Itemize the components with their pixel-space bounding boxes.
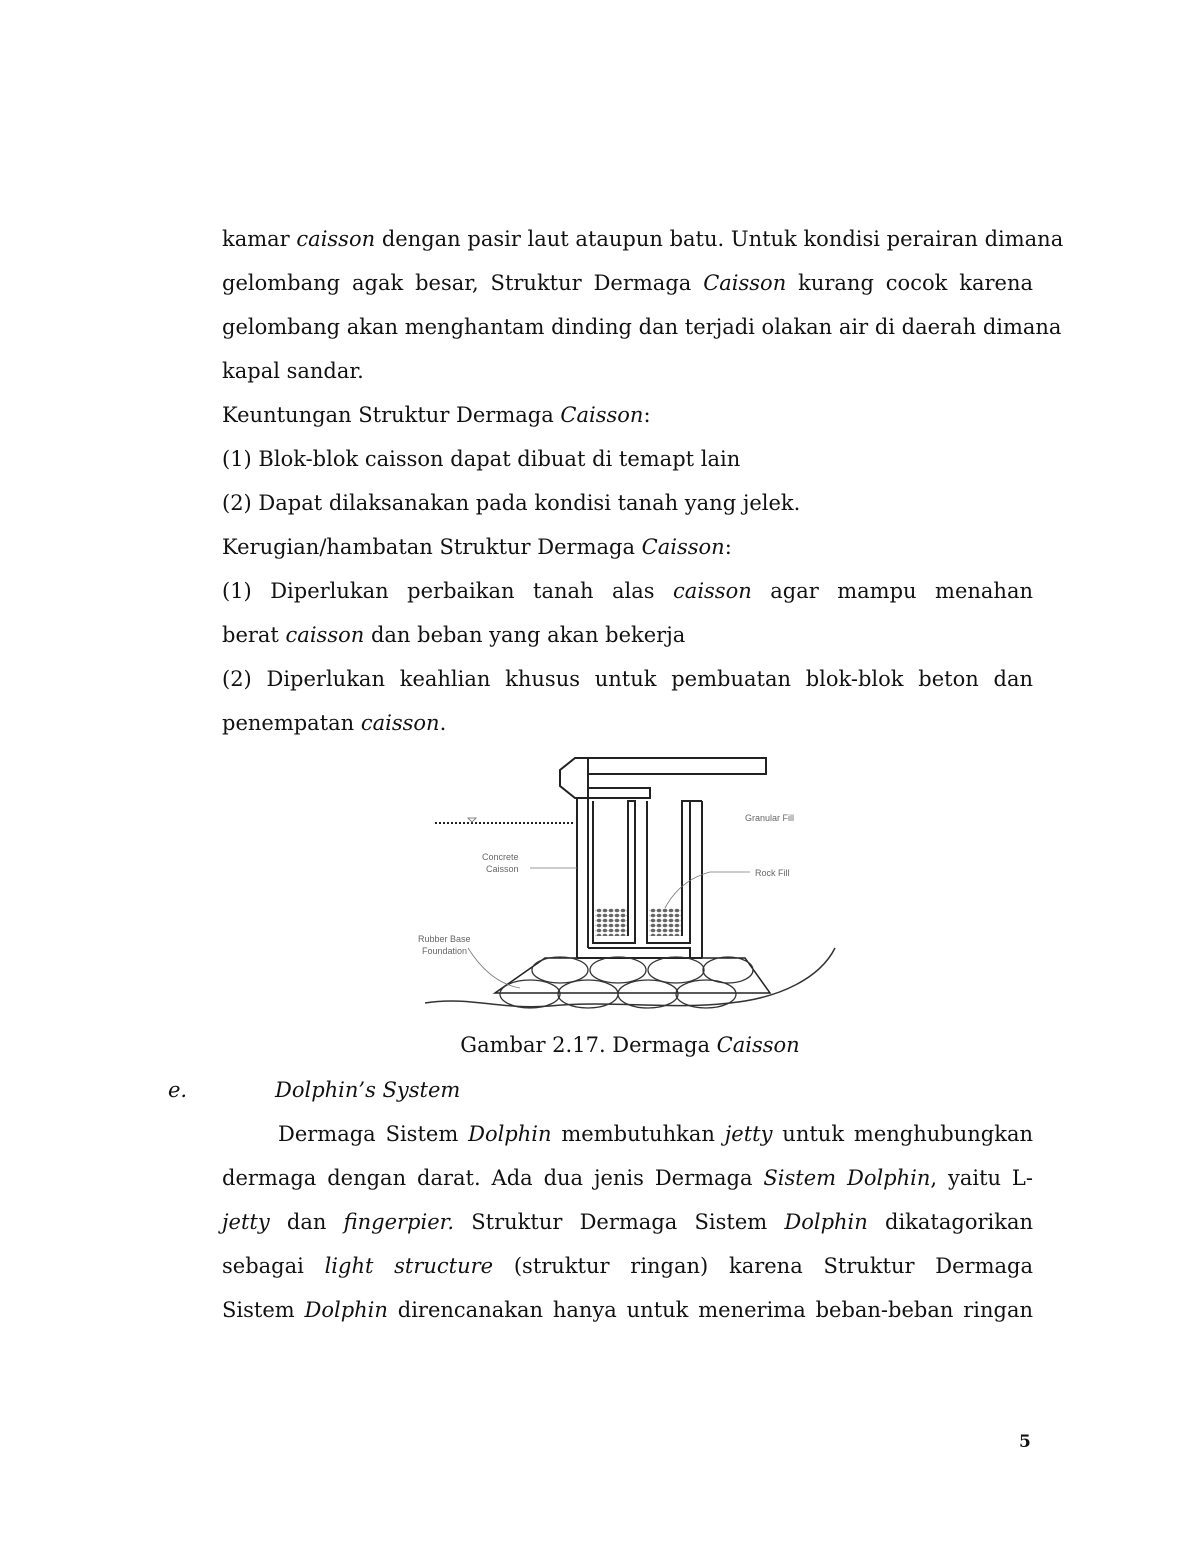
caisson-diagram <box>410 748 850 1018</box>
paragraph-line: dermaga dengan darat. Ada dua jenis Dermaga Sistem Dolphin, yaitu L- <box>222 1166 1033 1190</box>
section-marker: e. <box>168 1078 188 1102</box>
disadvantages-title: Kerugian/hambatan Struktur Dermaga Caisson: <box>222 535 732 559</box>
paragraph-line: jetty dan fingerpier. Struktur Dermaga Sistem Dolphin dikatagorikan <box>222 1210 1033 1234</box>
paragraph-line: gelombang agak besar, Struktur Dermaga Caisson kurang cocok karena <box>222 271 1033 295</box>
label-granular-fill: Granular Fill <box>745 813 795 823</box>
paragraph-line: Dermaga Sistem Dolphin membutuhkan jetty untuk menghubungkan <box>278 1122 1033 1146</box>
paragraph-line: gelombang akan menghantam dinding dan terjadi olakan air di daerah dimana <box>222 315 1062 339</box>
disadvantage-item: (1) Diperlukan perbaikan tanah alas caisson agar mampu menahan <box>222 579 1033 603</box>
advantage-item: (1) Blok-blok caisson dapat dibuat di temapt lain <box>222 447 741 471</box>
paragraph-line: Sistem Dolphin direncanakan hanya untuk menerima beban-beban ringan <box>222 1298 1033 1322</box>
disadvantage-item: (2) Diperlukan keahlian khusus untuk pembuatan blok-blok beton dan <box>222 667 1033 691</box>
label-rubber-base: Foundation <box>422 946 468 956</box>
page-number: 5 <box>1019 1432 1031 1452</box>
disadvantage-item-cont: berat caisson dan beban yang akan bekerja <box>222 623 686 647</box>
paragraph-line: kapal sandar. <box>222 359 364 383</box>
disadvantage-item-cont: penempatan caisson. <box>222 711 447 735</box>
paragraph-line: sebagai light structure (struktur ringan) karena Struktur Dermaga <box>222 1254 1033 1278</box>
paragraph-line: kamar caisson dengan pasir laut ataupun batu. Untuk kondisi perairan dimana <box>222 227 1064 251</box>
label-concrete-caisson: Caisson <box>486 864 519 874</box>
label-rock-fill: Rock Fill <box>755 868 790 878</box>
label-rubber-base: Rubber Base <box>418 934 471 944</box>
advantage-item: (2) Dapat dilaksanakan pada kondisi tanah yang jelek. <box>222 491 801 515</box>
section-heading: Dolphin’s System <box>275 1078 461 1102</box>
advantages-title: Keuntungan Struktur Dermaga Caisson: <box>222 403 651 427</box>
figure-caption: Gambar 2.17. Dermaga Caisson <box>460 1033 800 1057</box>
label-concrete-caisson: Concrete <box>482 852 519 862</box>
